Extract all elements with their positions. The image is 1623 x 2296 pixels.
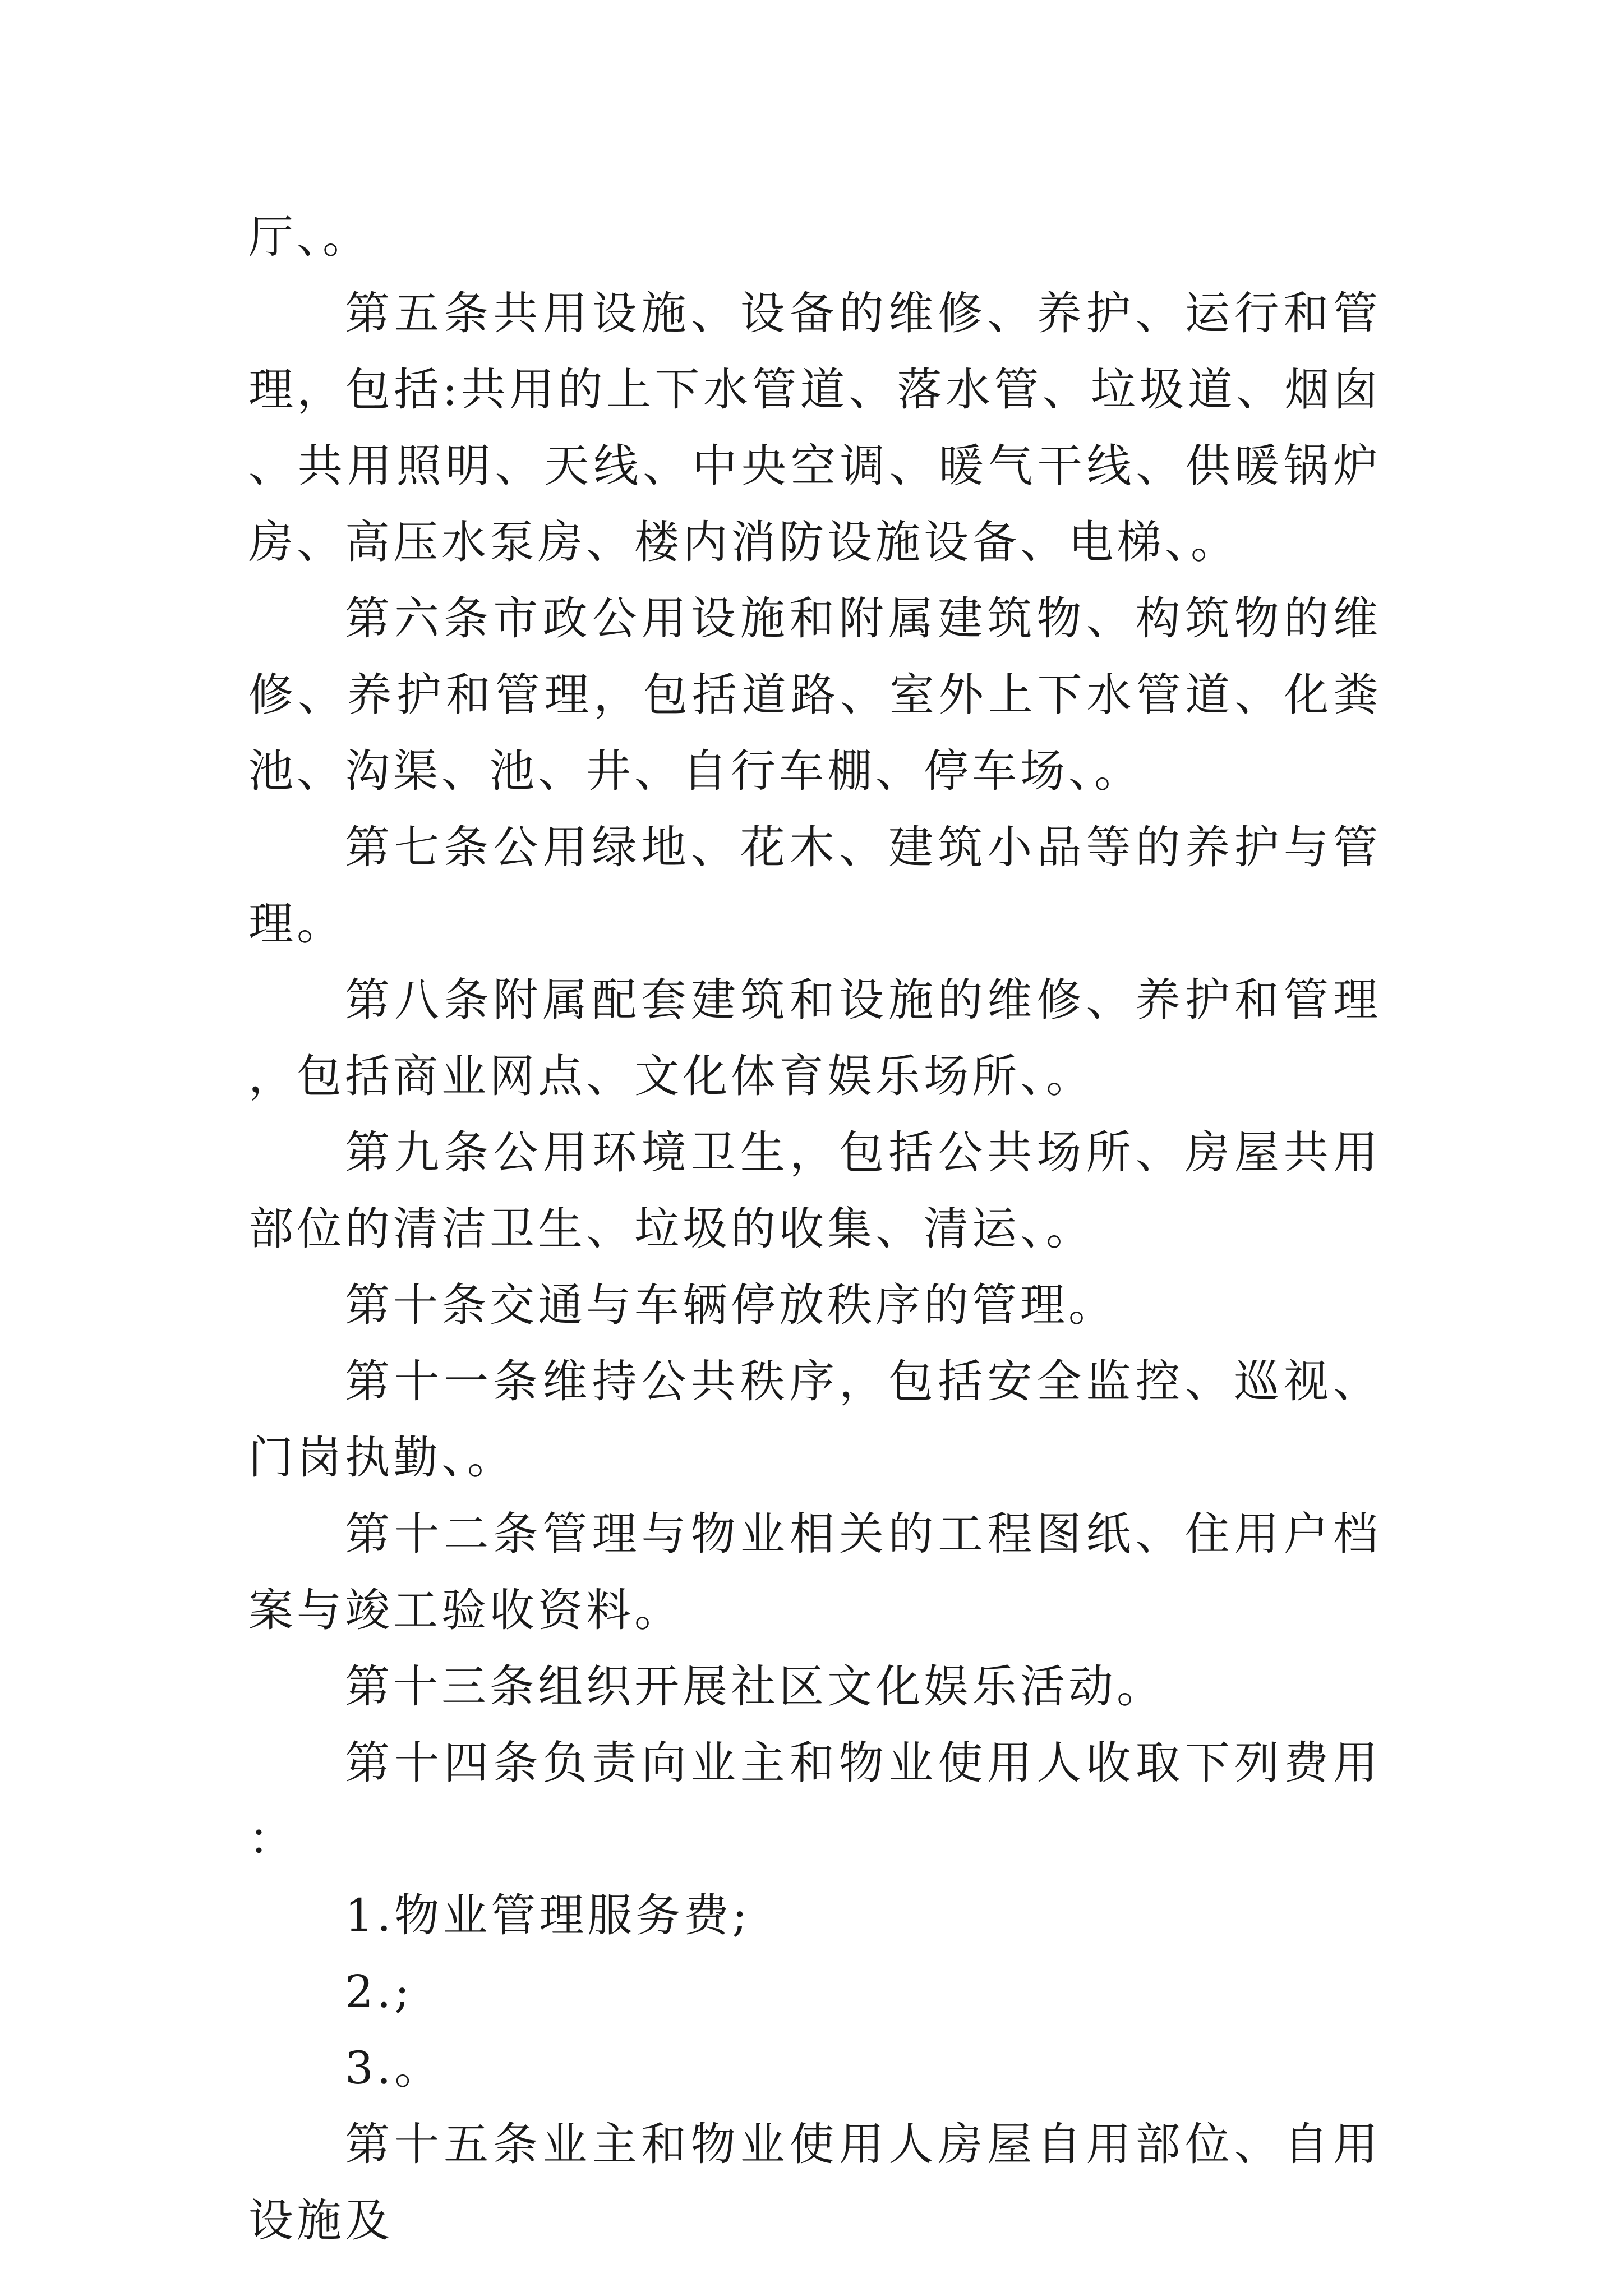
paragraph-article-7: 第七条公用绿地、花木、建筑小品等的养护与管理。 (248, 821, 1381, 950)
paragraph-article-10: 第十条交通与车辆停放秩序的管理。 (345, 1279, 1117, 1331)
paragraph-article-5: 第五条共用设施、设备的维修、养护、运行和管理，包括:共用的上下水管道、落水管、垃圾道、烟囱、共用照明、天线、中央空调、暖气干线、供暖锅炉房、高压水泵房、楼内消防设施设备、电梯、。 (248, 287, 1381, 568)
paragraph-article-14: 第十四条负责向业主和物业使用人收取下列费用： (248, 1737, 1381, 1865)
list-item-fee-2: 2.; (345, 1966, 413, 2018)
paragraph-article-11: 第十一条维持公共秩序，包括安全监控、巡视、门岗执勤、。 (248, 1355, 1381, 1484)
paragraph-article-9: 第九条公用环境卫生，包括公共场所、房屋共用部位的清洁卫生、垃圾的收集、清运、。 (248, 1126, 1381, 1255)
paragraph-article-6: 第六条市政公用设施和附属建筑物、构筑物的维修、养护和管理，包括道路、室外上下水管道、化粪池、沟渠、池、井、自行车棚、停车场、。 (248, 592, 1381, 797)
document-body (248, 199, 1381, 2259)
paragraph-article-12: 第十二条管理与物业相关的工程图纸、住用户档案与竣工验收资料。 (248, 1508, 1381, 1636)
paragraph-article-15: 第十五条业主和物业使用人房屋自用部位、自用设施及 (248, 2118, 1381, 2247)
paragraph-article-13: 第十三条组织开展社区文化娱乐活动。 (345, 1660, 1165, 1713)
list-item-fee-1: 1.物业管理服务费; (345, 1889, 751, 1941)
paragraph-article-8: 第八条附属配套建筑和设施的维修、养护和管理，包括商业网点、文化体育娱乐场所、。 (248, 974, 1381, 1102)
paragraph-continuation: 厅、。 (248, 211, 371, 263)
list-item-fee-3: 3.。 (345, 2042, 443, 2094)
